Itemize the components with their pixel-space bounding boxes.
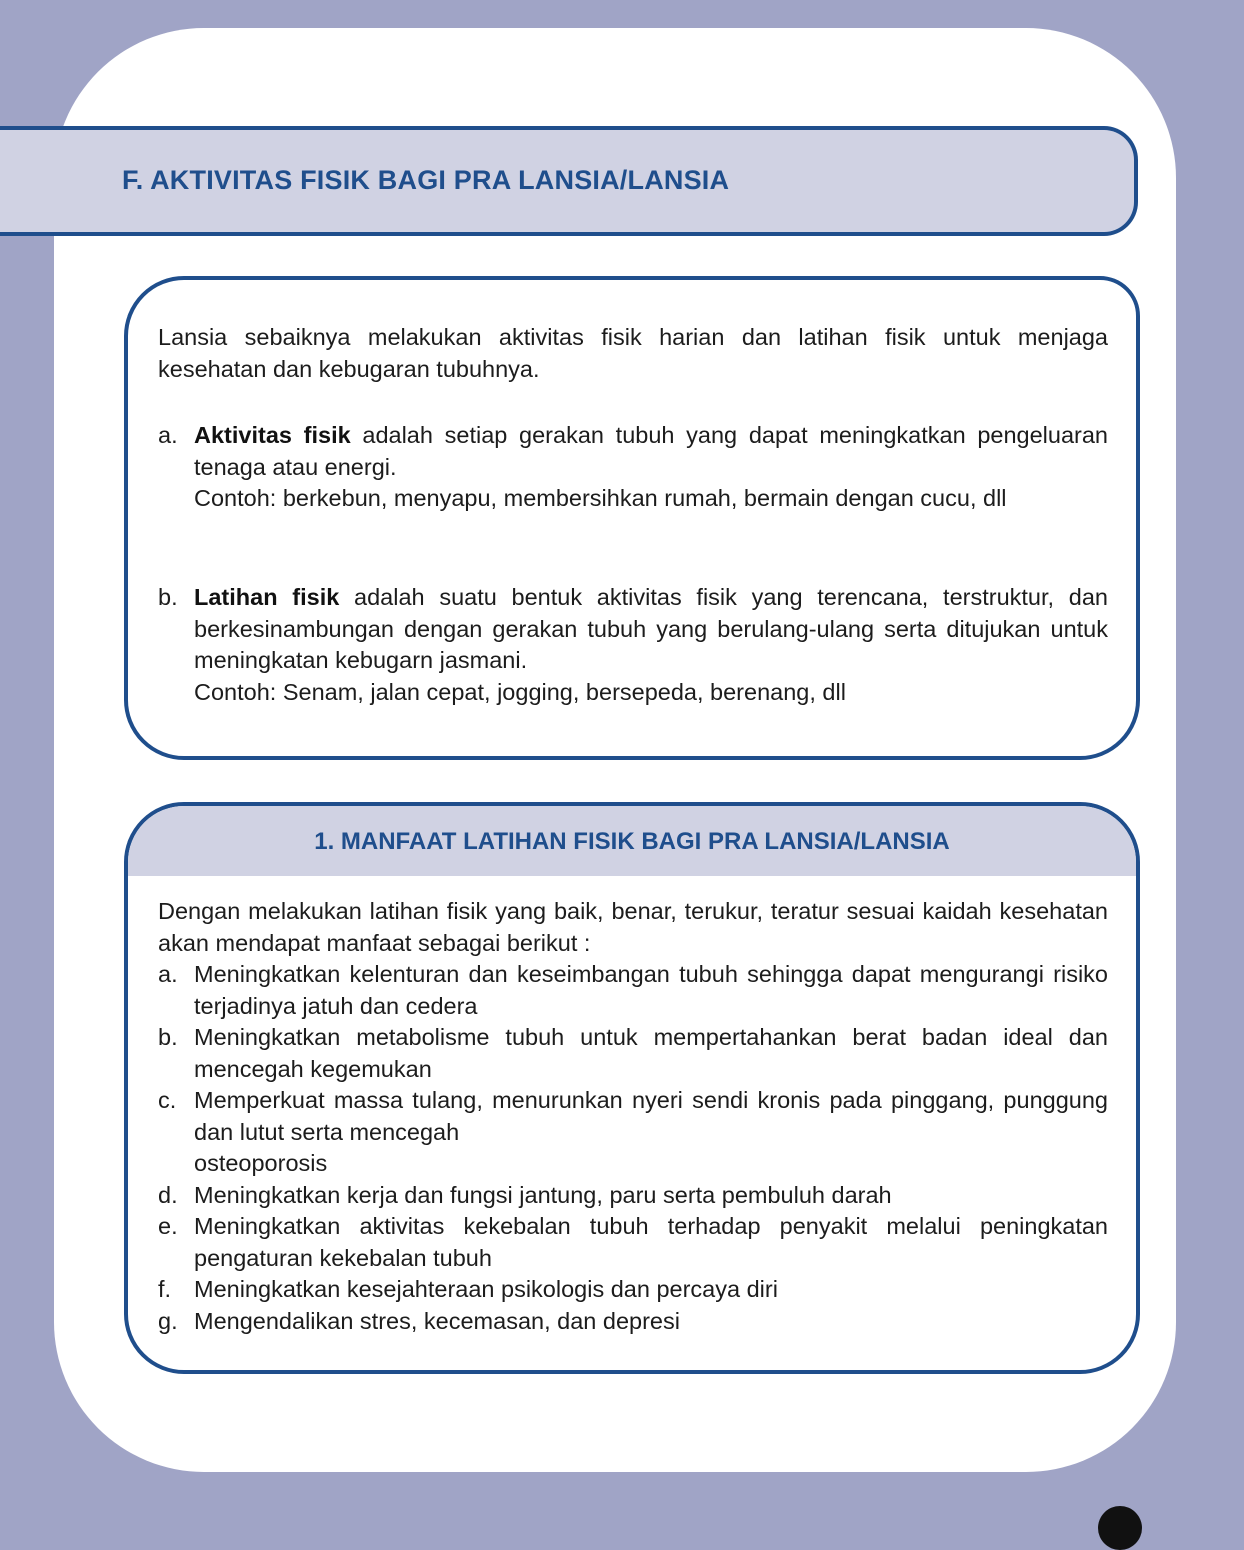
benefits-intro: Dengan melakukan latihan fisik yang baik, benar, terukur, teratur sesuai kaidah kesehatan akan mendapat manfaat sebagai berikut : <box>158 898 1108 956</box>
list-item <box>158 1306 1108 1338</box>
page-corner-mark <box>1098 1506 1142 1550</box>
item-text: Meningkatkan kelenturan dan keseimbangan tubuh sehingga dapat mengurangi risiko terjadinya jatuh dan cedera <box>194 961 1108 1019</box>
list-item <box>158 1085 1108 1180</box>
list-item <box>158 1274 1108 1306</box>
benefits-title: 1. MANFAAT LATIHAN FISIK BAGI PRA LANSIA/LANSIA <box>314 828 950 855</box>
item-label: e. <box>158 1213 178 1239</box>
intro-paragraph: Lansia sebaiknya melakukan aktivitas fisik harian dan latihan fisik untuk menjaga kesehatan dan kebugaran tubuhnya. <box>158 324 1108 382</box>
item-text: Meningkatkan metabolisme tubuh untuk mempertahankan berat badan ideal dan mencegah kegemukan <box>194 1024 1108 1082</box>
item-text: Mengendalikan stres, kecemasan, dan depresi <box>194 1307 680 1334</box>
item-text-continued: osteoporosis <box>194 1150 328 1176</box>
definition-list <box>158 420 1108 515</box>
item-text: Meningkatkan kerja dan fungsi jantung, paru serta pembuluh darah <box>194 1181 892 1208</box>
item-label: b. <box>158 584 178 610</box>
section-title: F. AKTIVITAS FISIK BAGI PRA LANSIA/LANSIA <box>122 165 730 195</box>
item-label: d. <box>158 1181 178 1208</box>
list-item <box>158 959 1108 1022</box>
item-example: Contoh: Senam, jalan cepat, jogging, bersepeda, berenang, dll <box>194 678 846 705</box>
item-label: a. <box>158 422 178 448</box>
item-text: Memperkuat massa tulang, menurunkan nyeri sendi kronis pada pinggang, punggung dan lutut serta mencegah <box>194 1087 1108 1145</box>
list-item <box>158 420 1108 515</box>
item-term: Aktivitas fisik <box>194 422 351 448</box>
item-label: g. <box>158 1307 178 1334</box>
list-item <box>158 1022 1108 1085</box>
item-text: Meningkatkan kesejahteraan psikologis dan percaya diri <box>194 1276 778 1302</box>
item-text: Meningkatkan aktivitas kekebalan tubuh terhadap penyakit melalui peningkatan pengaturan kekebalan tubuh <box>194 1213 1108 1271</box>
item-example: Contoh: berkebun, menyapu, membersihkan rumah, bermain dengan cucu, dll <box>194 485 1007 511</box>
benefits-header <box>128 806 1136 876</box>
item-text: adalah setiap gerakan tubuh yang dapat meningkatkan pengeluaran tenaga atau energi. <box>194 422 1108 480</box>
definition-list-b <box>158 582 1108 708</box>
item-text: adalah suatu bentuk aktivitas fisik yang terencana, terstruktur, dan berkesinambungan dengan gerakan tubuh yang berulang-ulang serta ditujukan untuk meningkatan kebugarn jasmani. <box>194 584 1108 673</box>
list-item <box>158 1211 1108 1274</box>
benefits-content <box>158 896 1108 1337</box>
item-term: Latihan fisik <box>194 584 340 610</box>
list-item <box>158 1180 1108 1212</box>
list-item <box>158 582 1108 708</box>
item-label: b. <box>158 1024 178 1050</box>
item-label: c. <box>158 1087 177 1113</box>
item-label: f. <box>158 1276 172 1302</box>
item-label: a. <box>158 961 178 987</box>
